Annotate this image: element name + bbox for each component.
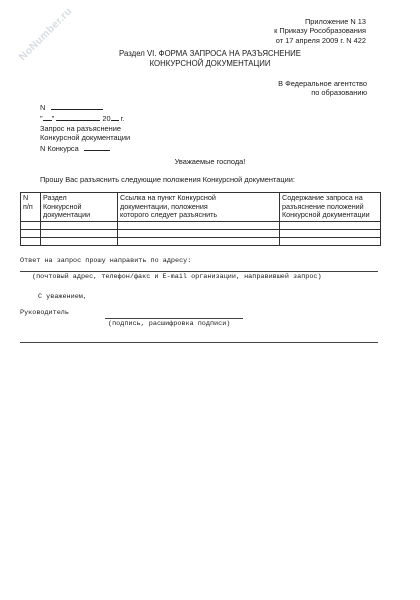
contest-number <box>40 142 130 153</box>
table-row <box>21 229 381 237</box>
table-cell[interactable] <box>280 237 381 245</box>
appendix-header <box>274 17 366 45</box>
table-row <box>21 237 381 245</box>
appendix-line: от 17 апреля 2009 г. N 422 <box>275 35 366 45</box>
date-quote-close: " <box>51 114 55 124</box>
date-month-blank <box>56 112 100 121</box>
request-details <box>40 101 130 153</box>
table-cell[interactable] <box>41 229 118 237</box>
address-caption: (почтовый адрес, телефон/факс и E-mail организации, направившей запрос) <box>32 273 322 281</box>
table-cell[interactable] <box>41 221 118 229</box>
signature-underline[interactable] <box>105 318 243 319</box>
header-section: Раздел Конкурсной документации <box>41 193 118 222</box>
table-header-row <box>21 193 381 222</box>
watermark-logo: NoNumber.ru <box>16 5 75 64</box>
contest-number-blank <box>84 142 110 151</box>
appendix-line: Приложение N 13 <box>304 17 366 26</box>
table-cell[interactable] <box>118 221 280 229</box>
section-title <box>0 49 420 68</box>
signature-caption: (подпись, расшифровка подписи) <box>108 320 231 328</box>
contest-number-label: N Конкурса <box>40 144 79 153</box>
request-number <box>40 101 130 112</box>
section-title-line: КОНКУРСНОЙ ДОКУМЕНТАЦИИ <box>149 58 271 68</box>
date-year-suffix: г. <box>120 114 125 124</box>
header-content: Содержание запроса на разъяснение положений Конкурсной документации <box>280 193 381 222</box>
table-cell[interactable] <box>41 237 118 245</box>
date-quote-open: " <box>40 114 43 124</box>
date-day-blank <box>43 112 52 121</box>
header-number: N п/п <box>21 193 41 222</box>
section-title-line: Раздел VI. ФОРМА ЗАПРОСА НА РАЗЪЯСНЕНИЕ <box>119 49 301 58</box>
clarification-table <box>20 192 381 246</box>
table-cell[interactable] <box>280 229 381 237</box>
header-reference: Ссылка на пункт Конкурсной документации, положения которого следует разъяснить <box>118 193 280 222</box>
request-number-blank <box>51 101 103 110</box>
addressee <box>278 79 367 98</box>
request-number-label: N <box>40 103 46 112</box>
table-cell[interactable] <box>118 229 280 237</box>
table-row <box>21 221 381 229</box>
table-cell[interactable] <box>280 221 381 229</box>
address-underline[interactable] <box>20 271 378 272</box>
appendix-line: к Приказу Рособразования <box>274 26 366 36</box>
bottom-rule <box>20 342 378 343</box>
table-cell[interactable] <box>21 237 41 245</box>
request-subject-line: Конкурсной документации <box>40 132 131 142</box>
greeting: Уважаемые господа! <box>174 157 246 166</box>
addressee-line: по образованию <box>311 88 367 98</box>
request-date <box>40 112 130 123</box>
table-cell[interactable] <box>21 229 41 237</box>
table-cell[interactable] <box>118 237 280 245</box>
request-subject-line: Запрос на разъяснение <box>40 123 121 133</box>
addressee-line: В Федеральное агентство <box>278 79 367 88</box>
closing: С уважением, <box>38 293 87 301</box>
table-cell[interactable] <box>21 221 41 229</box>
signature-role: Руководитель <box>20 309 69 317</box>
reply-address-text: Ответ на запрос прошу направить по адресу: <box>20 257 192 265</box>
date-year-prefix: 20 <box>102 114 111 124</box>
intro-text: Прошу Вас разъяснить следующие положения Конкурсной документации: <box>40 175 295 184</box>
date-year-blank <box>111 112 119 121</box>
